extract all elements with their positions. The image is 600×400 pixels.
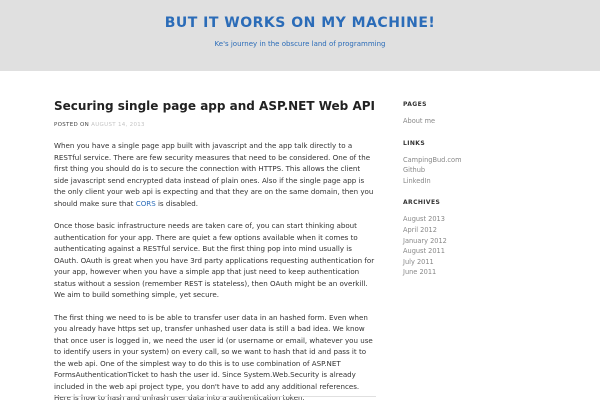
- site-header: [0, 0, 600, 71]
- archive-link-august-2013[interactable]: August 2013: [403, 215, 445, 224]
- post-body: [54, 140, 376, 400]
- pages-widget-title: PAGES: [403, 101, 427, 108]
- posted-on-label: POSTED ON: [54, 122, 90, 128]
- post-title[interactable]: Securing single page app and ASP.NET Web API: [54, 99, 375, 113]
- paragraph-2: Once those basic infrastructure needs are taken care of, you can start thinking about authentication for your app. There are quiet a few options available when it comes to authenticating against a RESTful service. But the first thing pop into mind usually is OAuth. OAuth is great when you have 3rd party applications requesting authentication for your app, however when you have a simple app that just need to keep authentication status without a session (remember REST is stateless), then OAuth might be an overkill. We aim to build something simple, yet secure.: [54, 221, 375, 299]
- archives-widget: [403, 199, 553, 278]
- archives-widget-title: ARCHIVES: [403, 199, 441, 207]
- archive-link-january-2012[interactable]: January 2012: [403, 236, 447, 245]
- paragraph-1: [54, 140, 376, 209]
- site-title[interactable]: BUT IT WORKS ON MY MACHINE!: [164, 15, 436, 31]
- paragraph-1-text: When you have a single page app built with javascript and the app talk directly to a RESTful service. There are few security measures that need to be considered. One of the first thing you should do is to secure the connection with HTTPS. This allows the client side javascript send encrypted data instead of plain ones. Also if the single page app is the only client your web api is expecting and that they are on the same domain, then you should make sure that: [54, 141, 374, 208]
- cors-link[interactable]: CORS: [135, 198, 156, 208]
- sidebar: [403, 101, 553, 291]
- archive-link-june-2011[interactable]: June 2011: [403, 268, 437, 277]
- post-date[interactable]: AUGUST 14, 2013: [91, 122, 145, 128]
- paragraph-3: The first thing we need to is be able to transfer user data in an hashed form. Even when you already have https set up, transfer unhashed user data is still a bad idea. We know that once user is logged in, we need the user id (or username or email, whatever you use to identify users in your system) on every call, so we want to hash that id and pass it to the web api. One of the simplest way to do this is to use combination of ASP.NET FormsAuthenticationTicket to hash the user id. Since System.Web.Security is already included in the web api project type, you don't have to add any additional references.: [54, 312, 373, 391]
- sidebar-link-campingbud[interactable]: CampingBud.com: [403, 155, 462, 164]
- post-meta: [54, 122, 376, 128]
- links-widget-title: LINKS: [403, 139, 426, 147]
- sidebar-link-linkedin[interactable]: LinkedIn: [403, 176, 431, 185]
- sidebar-link-github[interactable]: Github: [403, 166, 426, 175]
- sidebar-link-about-me[interactable]: About me: [403, 117, 436, 125]
- pages-widget: [403, 101, 553, 127]
- archive-link-july-2011[interactable]: July 2011: [403, 257, 434, 266]
- content-divider: [54, 396, 376, 397]
- archive-link-april-2012[interactable]: April 2012: [403, 225, 437, 234]
- archive-link-august-2011[interactable]: August 2011: [403, 247, 445, 256]
- links-widget: [403, 140, 553, 187]
- paragraph-1-end: is disabled.: [155, 198, 198, 208]
- site-tagline: Ke's journey in the obscure land of programming: [214, 40, 386, 48]
- main-content: [54, 98, 376, 391]
